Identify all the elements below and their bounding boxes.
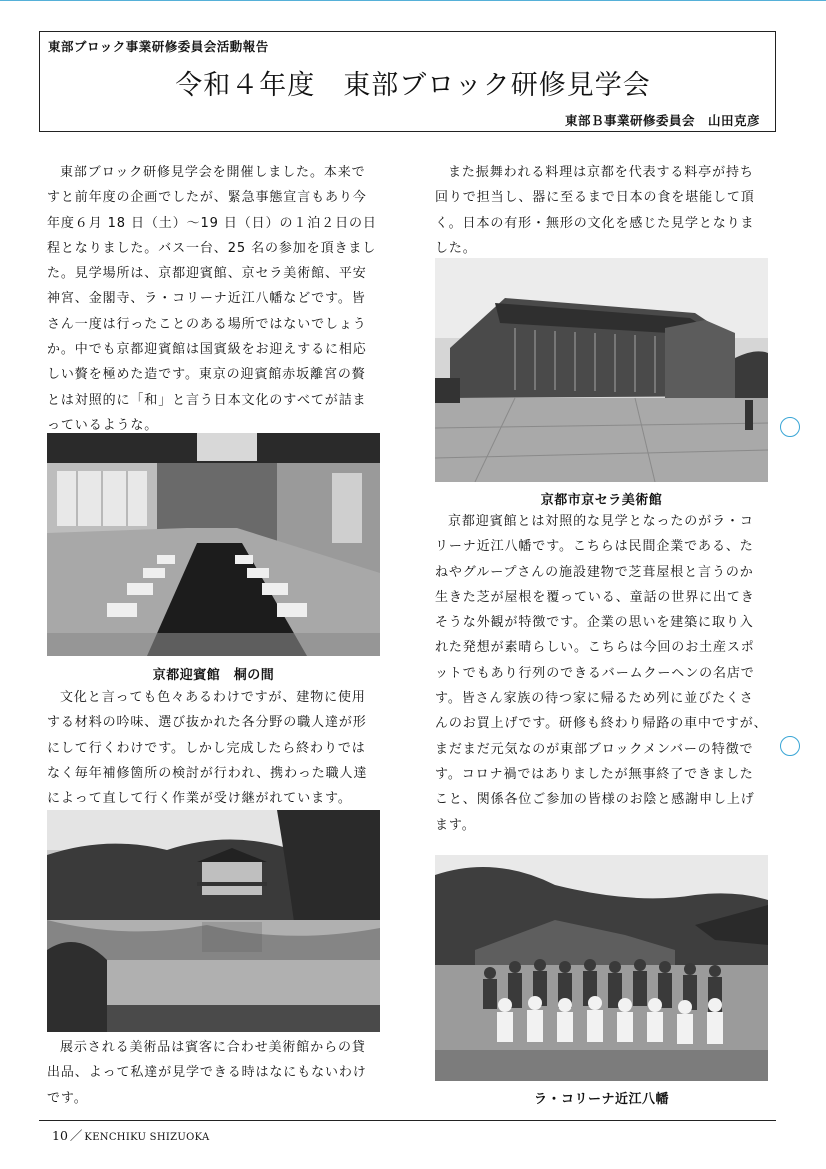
caption-lacollina: ラ・コリーナ近江八幡 xyxy=(533,1092,669,1107)
photo-kinkakuji xyxy=(47,810,380,1032)
top-accent-line xyxy=(0,0,826,1)
margin-circle-marker xyxy=(780,417,800,437)
photo-kyocera-museum xyxy=(435,258,768,482)
kinkakuji-pond-image xyxy=(47,810,380,1032)
paragraph-lacollina: 京都迎賓館とは対照的な見学となったのがラ・コ リーナ近江八幡です。こちらは民間企業である、た ねやグループさんの施設建物で芝葺屋根と言うのか 生きた芝が屋根を覆っている、童話の世界に出てき そうな外観が特徴です。企業の思いを建築に取り入 れた発想が素晴らしい。こちらは今回のお土産スポ ットでもあり行列のできるバームクーヘンの名店で す。皆さん家族の待つ家に帰るため列に並びたくさ んのお買上げです。研修も終わり帰路の車中ですが、 まだまだ元気なのが東部ブロックメンバーの特徴で す。コロナ禍ではありましたが無事終了できました こと、関係各位ご参加の皆様のお陰と感謝申し上げ ます。 xyxy=(435,514,768,833)
page-footer xyxy=(52,1126,209,1144)
caption-kyocera-museum: 京都市京セラ美術館 xyxy=(540,493,663,508)
paragraph-culture: 文化と言っても色々あるわけですが、建物に使用 する材料の吟味、選び抜かれた各分野の職人達が形 にして行くわけです。しかし完成したら終わりでは なく毎年補修箇所の検討が行われ、携わった職人達 によって直して行く作業が受け継がれています。 xyxy=(47,690,368,807)
paragraph-artworks: 展示される美術品は賓客に合わせ美術館からの貸 出品、よって私達が見学できる時はなにもないわけ です。 xyxy=(47,1040,367,1106)
photo-kirinoma xyxy=(47,433,380,656)
photo-group-lacollina xyxy=(435,855,768,1081)
caption-kirinoma: 京都迎賓館 桐の間 xyxy=(152,668,275,683)
kirinoma-room-image xyxy=(47,433,380,656)
article-title: 令和４年度 東部ブロック研修見学会 xyxy=(175,70,651,101)
page-number: 10 xyxy=(52,1128,68,1143)
paragraph-cuisine: また振舞われる料理は京都を代表する料亭が持ち 回りで担当し、器に至るまで日本の食を堪能して頂 く。日本の有形・無形の文化を感じた見学となりま した。 xyxy=(435,165,755,256)
series-label: 東部ブロック事業研修委員会活動報告 xyxy=(48,39,269,54)
footer-rule xyxy=(39,1120,776,1121)
margin-circle-marker xyxy=(780,736,800,756)
paragraph-intro: 東部ブロック研修見学会を開催しました。本来で すと前年度の企画でしたが、緊急事態宣言もあり今 年度６月 18 日（土）〜19 日（日）の１泊２日の日 程となりました。バス一台、25 名の参加を頂きまし た。見学場所は、京都迎賓館、京セラ美術館、平安 神宮、金閣寺、ラ・コリーナ近江八幡などです。皆 さん一度は行ったことのある場所ではないでしょう か。中でも京都迎賓館は国賓級をお迎えするに相応 しい贅を極めた造です。東京の迎賓館赤坂離宮の贅 とは対照的に「和」と言う日本文化のすべてが詰ま っているような。 xyxy=(47,165,377,433)
group-photo-image xyxy=(435,855,768,1081)
magazine-name: KENCHIKU SHIZUOKA xyxy=(84,1132,210,1143)
kyocera-museum-image xyxy=(435,258,768,482)
footer-separator: ／ xyxy=(69,1128,83,1143)
author-line: 東部Ｂ事業研修委員会 山田克彦 xyxy=(564,113,760,128)
